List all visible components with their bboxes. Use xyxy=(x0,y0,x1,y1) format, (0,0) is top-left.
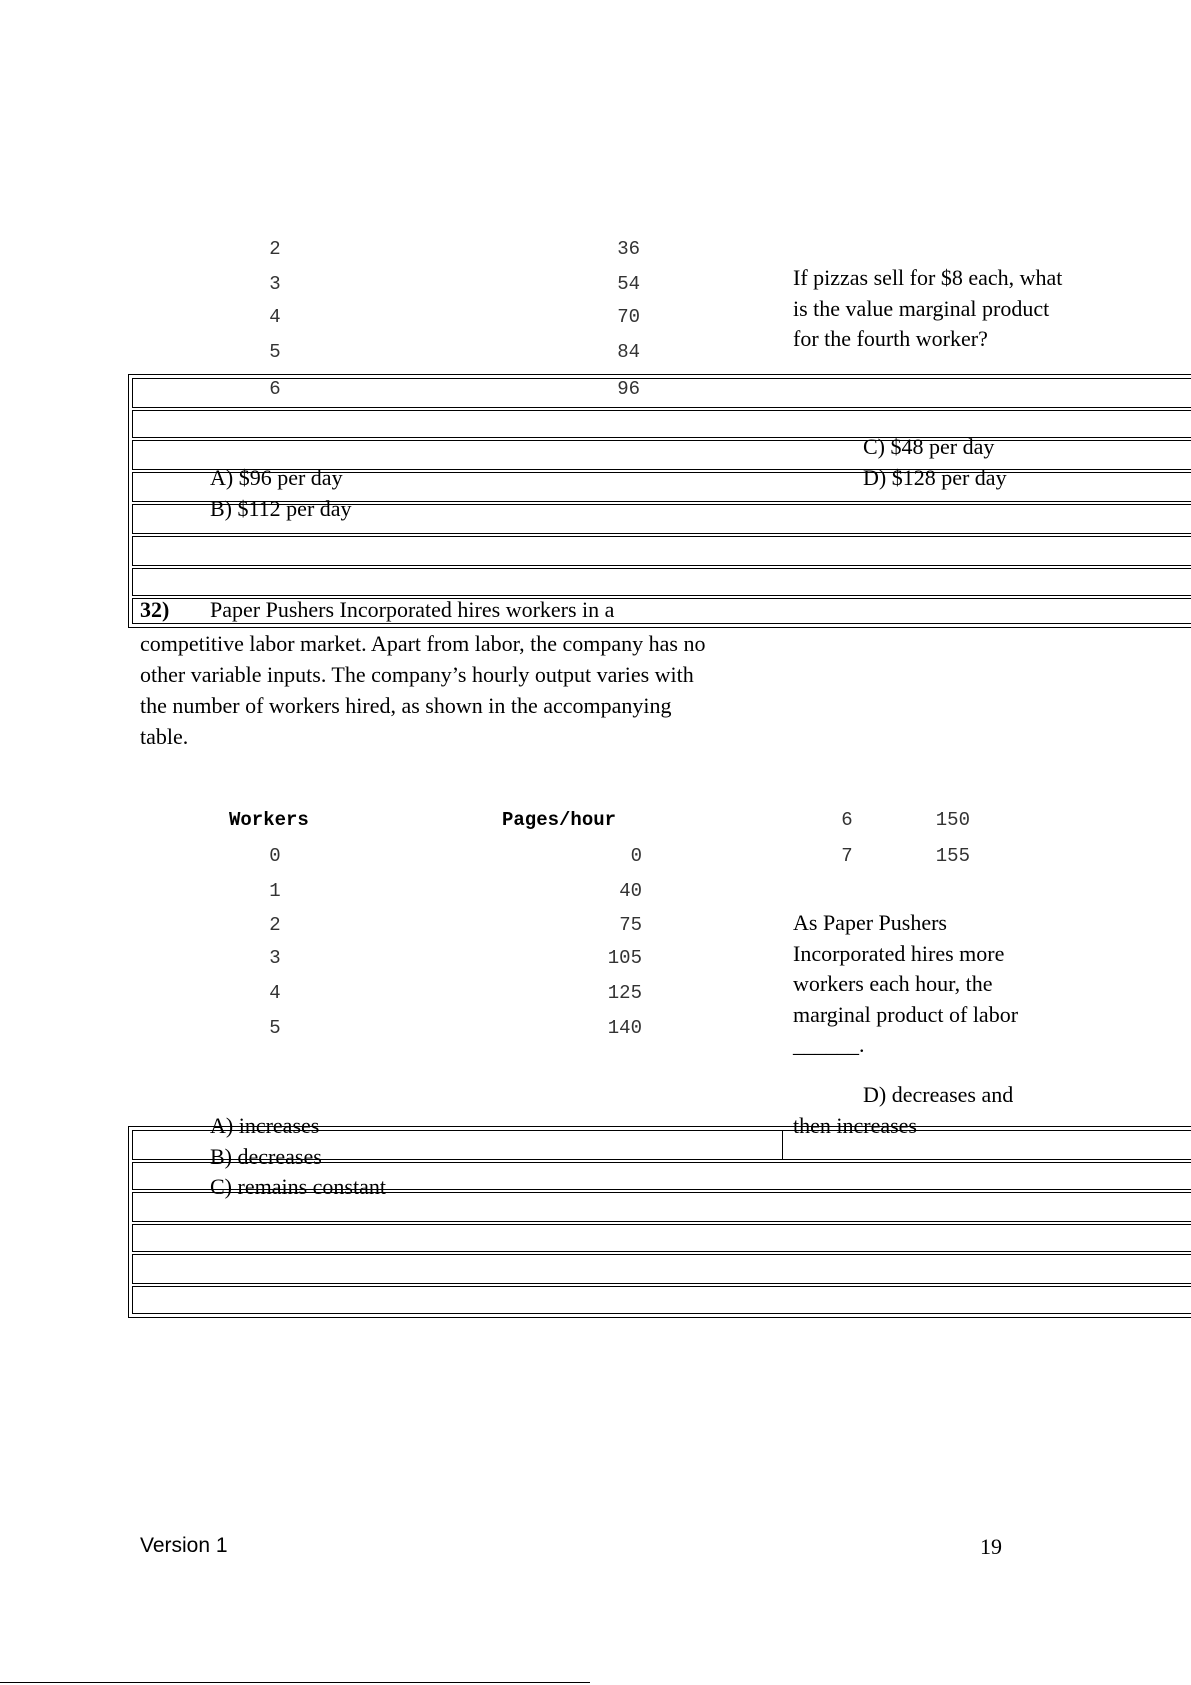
q32-output-cell: 0 xyxy=(630,845,642,867)
q31-option-c[interactable]: C) $48 per day xyxy=(863,434,995,459)
q32-workers-cell: 1 xyxy=(269,880,281,902)
q32-option-c[interactable]: C) remains constant xyxy=(210,1174,386,1199)
grid-row xyxy=(132,568,1191,596)
q32-option-d-line2[interactable]: then increases xyxy=(793,1113,917,1138)
q32-output-cell: 150 xyxy=(935,809,970,831)
grid-row xyxy=(132,1224,1191,1252)
q32-workers-cell: 4 xyxy=(269,982,281,1004)
q31-output-cell: 54 xyxy=(617,273,640,295)
q32-workers-cell: 6 xyxy=(841,809,853,831)
q31-output-cell: 70 xyxy=(617,306,640,328)
q32-workers-cell: 0 xyxy=(269,845,281,867)
q32-output-cell: 155 xyxy=(935,845,970,867)
q32-header-output: Pages/hour xyxy=(502,809,617,831)
grid-row xyxy=(132,1254,1191,1284)
q32-question: As Paper Pushers Incorporated hires more workers each hour, the marginal product of labor ______. xyxy=(793,910,1019,1057)
q31-workers-cell: 5 xyxy=(269,341,281,363)
page-bottom-rule xyxy=(0,1682,590,1683)
q31-workers-cell: 2 xyxy=(269,238,281,260)
q31-option-a[interactable]: A) $96 per day xyxy=(210,465,343,490)
grid-row xyxy=(132,410,1191,438)
q32-number: 32) xyxy=(140,597,170,622)
q32-workers-cell: 3 xyxy=(269,947,281,969)
q31-option-b[interactable]: B) $112 per day xyxy=(210,496,352,521)
page-number: 19 xyxy=(980,1534,1002,1559)
grid-row xyxy=(132,378,1191,408)
q32-stem-first-line: Paper Pushers Incorporated hires workers in a xyxy=(210,597,615,622)
q32-header-workers: Workers xyxy=(229,809,309,831)
q31-output-cell: 84 xyxy=(617,341,640,363)
q32-output-cell: 125 xyxy=(607,982,642,1004)
q32-workers-cell: 7 xyxy=(841,845,853,867)
q31-output-cell: 36 xyxy=(617,238,640,260)
grid-row xyxy=(132,536,1191,566)
q31-workers-cell: 4 xyxy=(269,306,281,328)
q31-workers-cell: 6 xyxy=(269,378,281,400)
grid-row xyxy=(132,1286,1191,1314)
q32-option-b[interactable]: B) decreases xyxy=(210,1144,322,1169)
footer-version: Version 1 xyxy=(140,1534,228,1557)
q32-workers-cell: 5 xyxy=(269,1017,281,1039)
q32-option-d-line1[interactable]: D) decreases and xyxy=(863,1082,1014,1107)
q32-stem: competitive labor market. Apart from labor, the company has no other variable inputs. The company’s hourly output varies with the number of workers hired, as shown in the accompanying table. xyxy=(140,631,706,749)
q31-question: If pizzas sell for $8 each, what is the value marginal product for the fourth worker? xyxy=(793,265,1063,351)
q32-workers-cell: 2 xyxy=(269,914,281,936)
q31-workers-cell: 3 xyxy=(269,273,281,295)
q32-output-cell: 105 xyxy=(607,947,642,969)
q31-output-cell: 96 xyxy=(617,378,640,400)
q32-output-cell: 40 xyxy=(619,880,642,902)
q31-option-d[interactable]: D) $128 per day xyxy=(863,465,1007,490)
q32-output-cell: 75 xyxy=(619,914,642,936)
q32-option-a[interactable]: A) increases xyxy=(210,1113,320,1138)
q32-output-cell: 140 xyxy=(607,1017,642,1039)
